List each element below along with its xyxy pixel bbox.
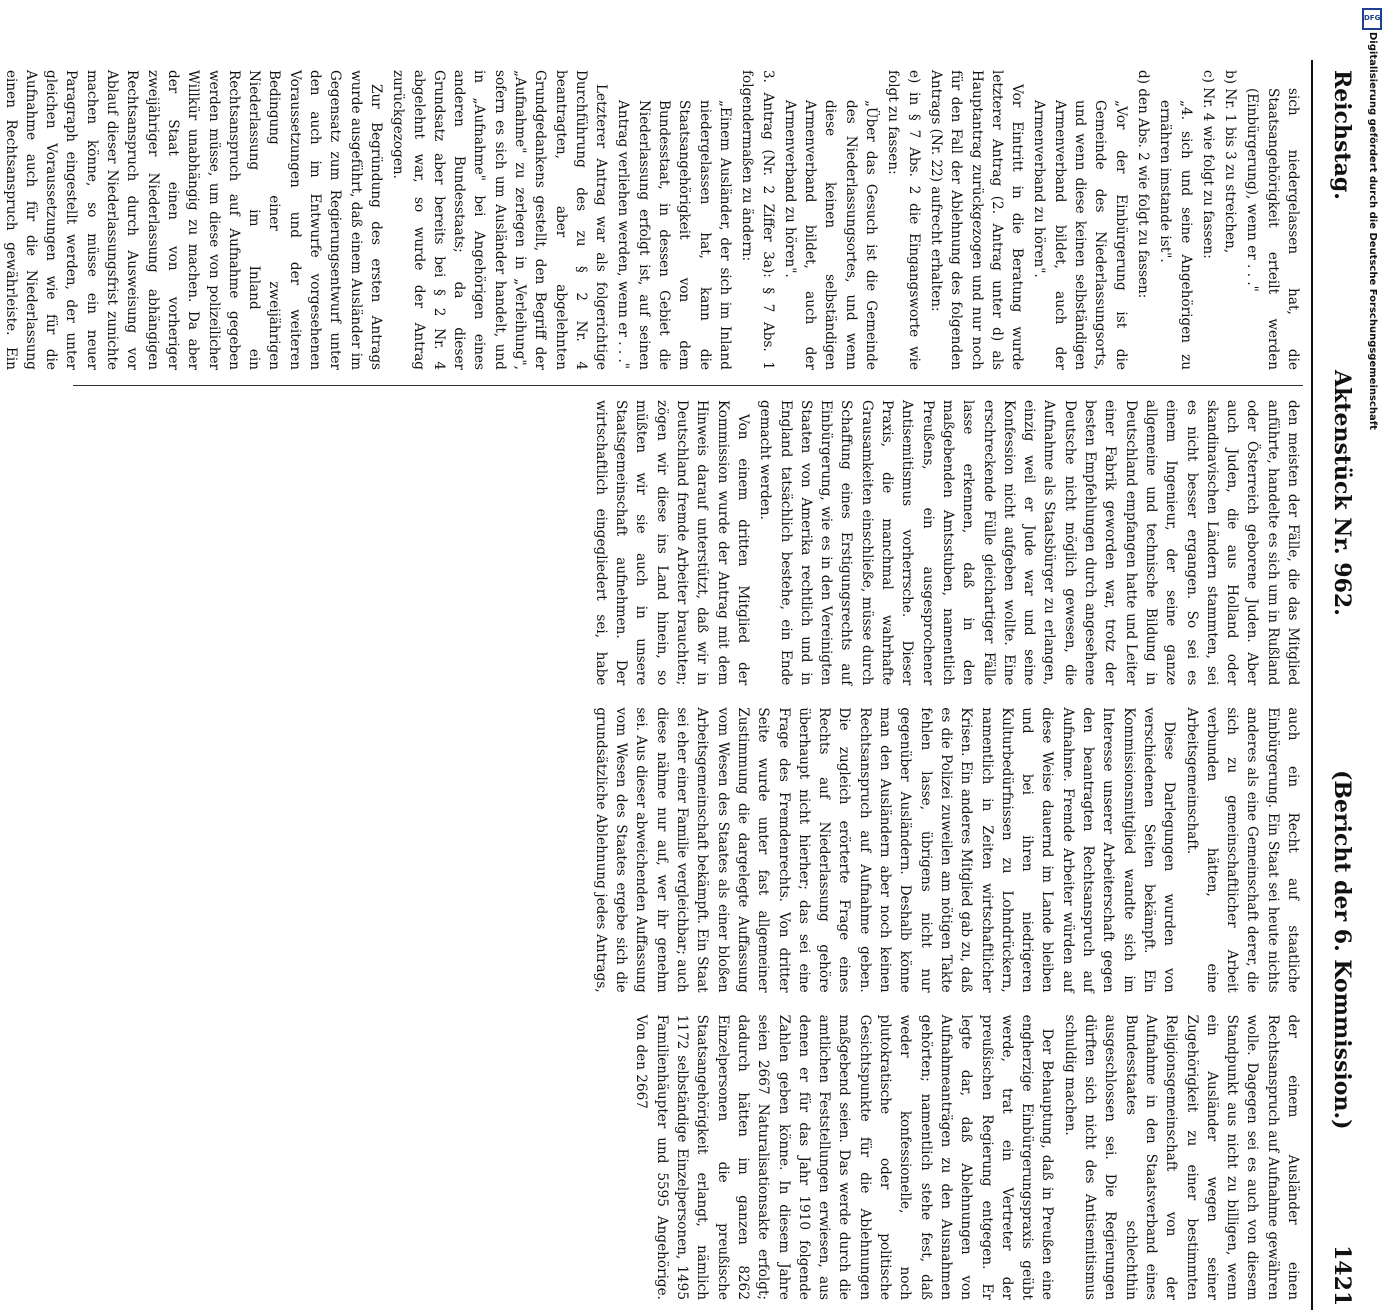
paragraph: sich niedergelassen hat, die Staatsangehörigkeit erteilt werden (Einbürgerung), wenn er . . ." [1244, 88, 1301, 370]
paragraph: Der Behauptung, daß in Preußen eine engherzige Einbürgerungspraxis geübt werde, trat ein Vertreter der preußischen Regierung entgegen. Er legte dar, daß Ablehnungen von Aufnahmeanträgen zu den Ausnahmen gehörten; namentlich stehe fest, daß weder konfessionelle, noch plutokratische oder politische Gesichtspunkte für die Ablehnungen maßgebend seien. Das werde durch die amtlichen Feststellungen erwiesen, aus denen er für das Jahr 1910 folgende Zahlen geben könne. In diesem Jahre seien 2667 Naturalisationsakte erfolgt; dadurch hätten im ganzen 8262 Einzelpersonen die preußische Staatsangehörigkeit erlangt, nämlich 1172 selbständige Einzelpersonen, 1495 Familienhäupter und 5595 Angehörige. Von den 2667 [633, 1014, 1056, 1300]
paragraph: 3. Antrag (Nr. 2 Ziffer 3a): § 7 Abs. 1 folgendermaßen zu ändern: [739, 70, 776, 370]
paragraph: b) Nr. 1 bis 3 zu streichen, [1222, 70, 1239, 254]
paragraph: „Vor der Einbürgerung ist die Gemeinde des Niederlassungsorts, und wenn diese keinen selbständigen Armenverband bildet, auch der Armenverband zu hören". [1031, 100, 1129, 370]
header-report-title: (Bericht der 6. Kommission.) [1329, 770, 1355, 1130]
paragraph: „Über das Gesuch ist die Gemeinde des Niederlassungsortes, und wenn diese keinen selbständigen Armenverband bildet, auch der Armenverband zu hören". [781, 100, 880, 370]
paragraph: Vor Eintritt in die Beratung wurde letzterer Antrag (2. Antrag unter d) als Hauptantrag zurückgezogen und nur noch für den Fall der Ablehnung des folgenden Antrags (Nr. 22) aufrecht erhalten: [927, 70, 1026, 370]
paragraph: Letzterer Antrag war als folgerichtige Durchführung des zu § 2 Nr. 4 beantragten, aber abgelehnten Grundgedankens gestellt, den Begriff der „Aufnahme" zu zerlegen in „Verleihung", sofern es sich um Ausländer handelt, und in „Aufnahme" bei Angehörigen eines anderen Bundesstaats; da dieser Grundsatz aber bereits bei § 2 Nr. 4 abgelehnt war, so wurde der Antrag zurückgezogen. [390, 70, 610, 370]
text-column-left [2, 70, 1303, 370]
paragraph: d) den Abs. 2 wie folgt zu fassen: [1134, 70, 1151, 299]
paragraph: den meisten der Fälle, die das Mitglied anführte, handelte es sich um in Rußland oder Österreich geborene Juden. Aber auch Juden, die aus Holland oder skandinavischen Ländern stammten, sei es nicht besser ergangen. So sei es einem Ingenieur, der seine ganze allgemeine und technische Bildung in Deutschland empfangen hatte und Leiter einer Fabrik geworden war, trotz der besten Empfehlungen durch angesehene Deutsche nicht möglich gewesen, die Aufnahme als Staatsbürger zu erlangen, einzig weil er Jude war und seine Konfession nicht aufgeben wollte. Eine erschreckende Fülle gleichartiger Fälle lasse erkennen, daß in den maßgebenden Amtsstuben, namentlich Preußens, ein ausgesprochener Antisemitismus vorherrsche. Dieser Praxis, die manchmal wahrhafte Grausamkeiten einschließe, müsse durch Schaffung eines Erstigungsrechts auf Einbürgerung, wie es in den Vereinigten Staaten von Amerika rechtlich und in England tatsächlich bestehe, ein Ende gemacht werden. [757, 400, 1301, 686]
page-header [1315, 70, 1355, 1310]
column-divider [73, 385, 1303, 386]
header-left-title: Reichstag. [1329, 70, 1355, 200]
digitization-credit: Digitalisierung gefördert durch die Deutsche Forschungsgemeinschaft [1367, 32, 1378, 430]
paragraph: c) Nr. 4 wie folgt zu fassen: [1199, 70, 1216, 259]
paragraph: „Einem Ausländer, der sich im Inland niedergelassen hat, kann die Staatsangehörigkeit von dem Bundesstaat, in dessen Gebiet die Niederlassung erfolgt ist, auf seinen Antrag verliehen werden, wenn er . . ." [615, 100, 733, 370]
header-rule [1311, 60, 1313, 1310]
paragraph: Diese Darlegungen wurden von verschiedenen Seiten bekämpft. Ein Kommissionsmitglied wandte sich im Interesse unserer Arbeiterschaft gegen den beantragten Rechtsanspruch auf Aufnahme. Fremde Arbeiter würden auf diese Weise dauernd im Lande bleiben und bei ihren niedrigeren Kulturbedürfnissen zu Lohndrückern, namentlich in Zeiten wirtschaftlicher Krisen. Ein anderes Mitglied gab zu, daß es die Polizei zuweilen am nötigen Takte fehlen lasse, übrigens nicht nur gegenüber Ausländern. Deshalb könne man den Ausländern aber noch keinen Rechtsanspruch auf Aufnahme geben. Die zugleich erörterte Frage eines Rechts auf Niederlassung gehöre überhaupt nicht hierher; das sei eine Frage des Fremdenrechts. Von dritter Seite wurde unter fast allgemeiner Zustimmung die dargelegte Auffassung vom Wesen des Staates als einer bloßen Arbeitsgemeinschaft bekämpft. Ein Staat sei eher einer Familie vergleichbar; auch diese nähme nur auf, wer ihr genehm sei. Aus dieser abweichenden Auffassung vom Wesen des Staates ergebe sich die grundsätzliche Ablehnung jedes Antrags, der einem Ausländer einen Rechtsanspruch auf Aufnahme gewähren wolle. Dagegen sei es auch von diesem Standpunkt aus nicht zu billigen, wenn ein Ausländer wegen seiner Zugehörigkeit zu einer bestimmten Religionsgemeinschaft von der Aufnahme in den Staatsverband eines Bundesstaates schlechthin ausgeschlossen sei. Die Regierungen dürften sich nicht des Antisemitismus schuldig machen. [592, 707, 1301, 1300]
paragraph: e) in § 7 Abs. 2 die Eingangsworte wie folgt zu fassen: [885, 70, 922, 370]
paragraph: Zur Begründung des ersten Antrags wurde ausgeführt, daß einem Ausländer im Gegensatz zum Regierungsentwurf unter den auch im Entwurfe vorgesehenen Voraussetzungen und der weiteren Bedingung einer zweijährigen Niederlassung im Inland ein Rechtsanspruch auf Aufnahme gegeben werden müsse, um diese von polizeilicher Willkür unabhängig zu machen. Da aber der Staat einen von vorheriger zweijähriger Niederlassung abhängigen Rechtsanspruch durch Ausweisung vor Ablauf dieser Niederlassungsfrist zunichte machen könne, so müsse ein neuer Paragraph eingestellt werden, der unter gleichen Voraussetzungen wie für die Aufnahme auch für die Niederlassung einen Rechtsanspruch gewährleiste. Ein [2, 70, 384, 370]
text-column-right [73, 400, 1303, 1300]
paragraph: „4. sich und seine Angehörigen zu ernähren imstande ist". [1157, 100, 1194, 370]
dfg-logo: DFG [1362, 8, 1382, 30]
header-document-number: Aktenstück Nr. 962. [1329, 370, 1355, 616]
header-page-number: 1421 [1329, 1245, 1355, 1307]
paragraph: Von einem dritten Mitglied der Kommission wurde der Antrag mit dem Hinweis darauf unterstützt, daß wir in Deutschland fremde Arbeiter brauchten; zögen wir diese ins Land hinein, so müßten wir sie auch in unsere Staatsgemeinschaft aufnehmen. Der wirtschaftlich eingegliedert sei, habe auch ein Recht auf staatliche Einbürgerung. Ein Staat sei heute nichts anderes als eine Gemeinschaft derer, die sich zu gemeinschaftlicher Arbeit verbunden hätten, eine Arbeitsgemeinschaft. [592, 400, 1301, 993]
